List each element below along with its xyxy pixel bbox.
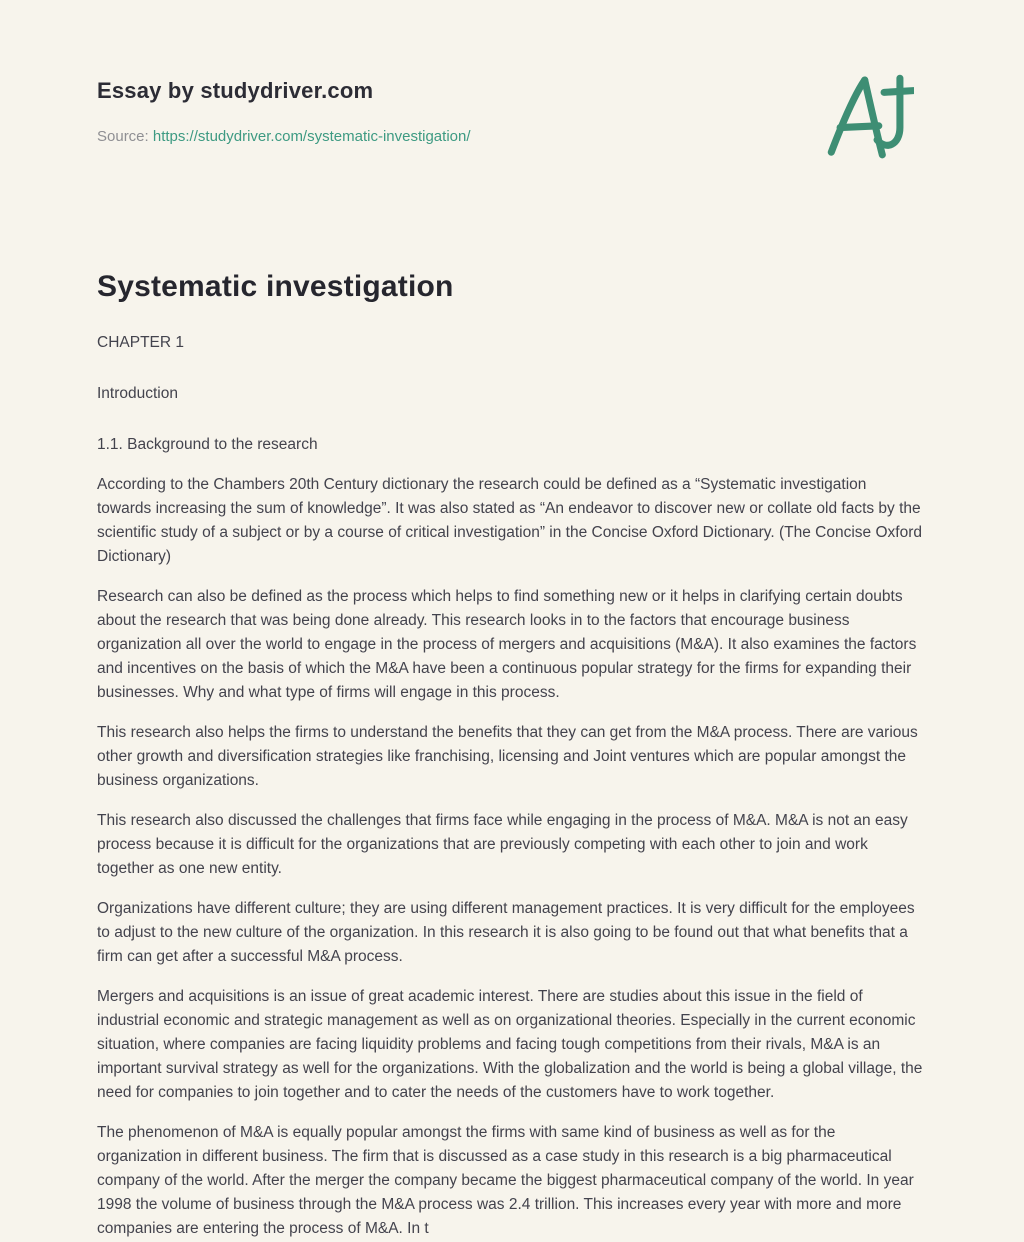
- paragraph-1: According to the Chambers 20th Century dictionary the research could be defined as a “Systematic investigation towards increasing the sum of knowledge”. It was also stated as “An endeavor to discover new or collate old facts by the scientific study of a subject or by a course of critical investigation” in the Concise Oxford Dictionary. (The Concise Oxford Dictionary): [97, 476, 923, 565]
- paragraph-3: This research also helps the firms to understand the benefits that they can get from the M&A process. There are various other growth and diversification strategies like franchising, licensing and Joint ventures which are popular amongst the business organizations.: [97, 724, 918, 789]
- studydriver-logo-icon: [826, 72, 914, 162]
- chapter-heading: CHAPTER 1: [97, 334, 184, 351]
- paragraph-4: This research also discussed the challenges that firms face while engaging in the process of M&A. M&A is not an easy process because it is difficult for the organizations that are previously competing with each other to join and work together as one new entity.: [97, 812, 908, 877]
- paragraph-6: Mergers and acquisitions is an issue of great academic interest. There are studies about this issue in the field of industrial economic and strategic management as well as on organizational theories. Especially in the current economic situation, where companies are facing liquidity problems and facing tough competitions from their rivals, M&A is an important survival strategy as well for the organizations. With the globalization and the world is being a global village, the need for companies to join together and to cater the needs of the customers have to work together.: [97, 988, 923, 1101]
- paragraph-5: Organizations have different culture; they are using different management practices. It is very difficult for the employees to adjust to the new culture of the organization. In this research it is also going to be found out that what benefits that a firm can get after a successful M&A process.: [97, 900, 915, 965]
- source-url-link[interactable]: https://studydriver.com/systematic-investigation/: [152, 128, 471, 145]
- source-label: Source:: [97, 128, 149, 145]
- essay-by-title: Essay by studydriver.com: [97, 78, 374, 103]
- studydriver-logo-strokes: [831, 78, 913, 155]
- source-line: [97, 128, 471, 145]
- page-header: [97, 74, 924, 162]
- header-text-block: [97, 74, 471, 145]
- paragraph-7: The phenomenon of M&A is equally popular amongst the firms with same kind of business as well as for the organization in different business. The firm that is discussed as a case study in this research is a big pharmaceutical company of the world. After the merger the company became the biggest pharmaceutical company of the world. In year 1998 the volume of business through the M&A process was 2.4 trillion. This increases every year with more and more companies are entering the process of M&A. In t: [97, 1124, 914, 1237]
- introduction-heading: Introduction: [97, 385, 178, 402]
- document-title: Systematic investigation: [97, 270, 454, 303]
- section-heading: 1.1. Background to the research: [97, 436, 318, 453]
- paragraph-2: Research can also be defined as the process which helps to find something new or it helps in clarifying certain doubts about the research that was being done already. This research looks in to the factors that encourage business organization all over the world to engage in the process of mergers and acquisitions (M&A). It also examines the factors and incentives on the basis of which the M&A have been a continuous popular strategy for the firms for expanding their businesses. Why and what type of firms will engage in this process.: [97, 588, 917, 701]
